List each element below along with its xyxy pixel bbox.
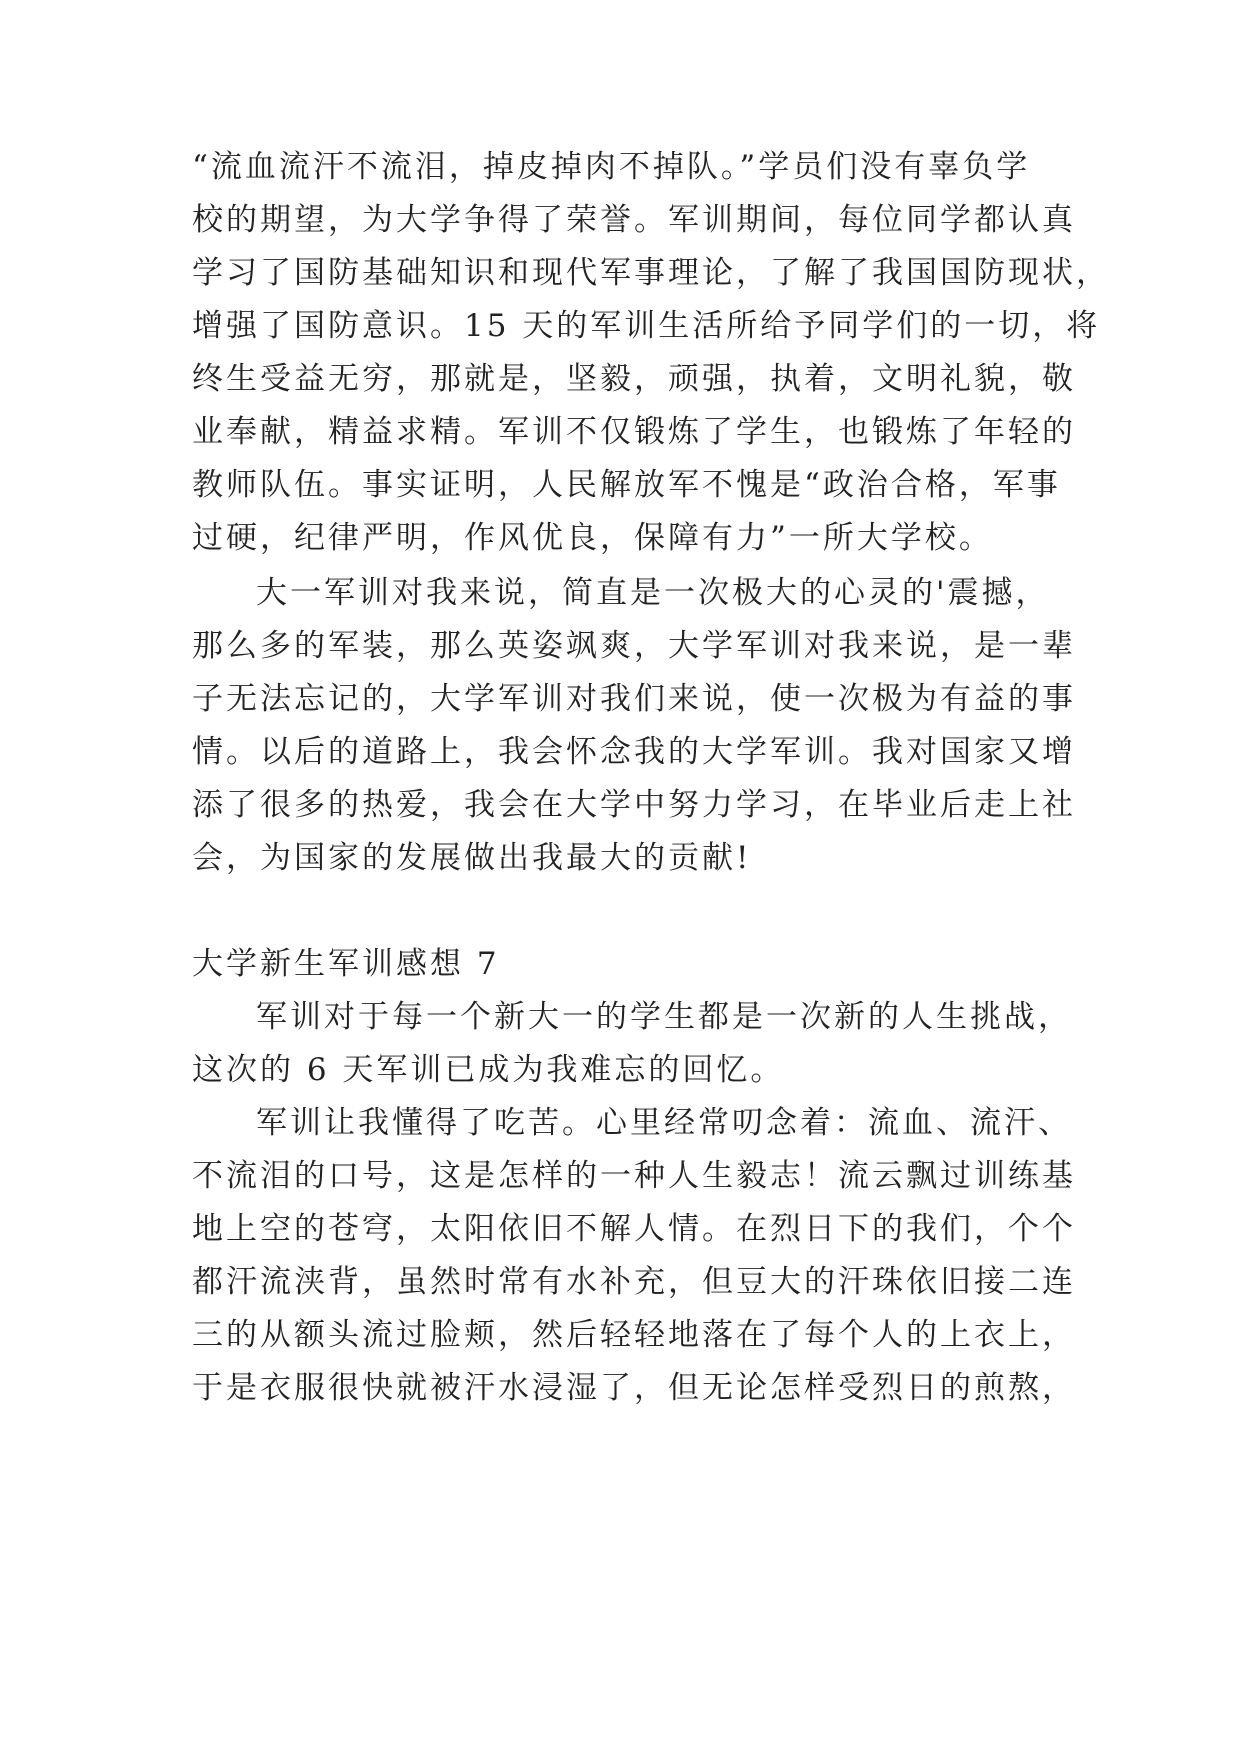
paragraph-3-line-2: 这次的 6 天军训已成为我难忘的回忆。 (192, 1052, 785, 1088)
paragraph-4-line-3: 地上空的苍穹，太阳依旧不解人情。在烈日下的我们，个个 (192, 1211, 1076, 1247)
paragraph-2-line-4: 情。以后的道路上，我会怀念我的大学军训。我对国家又增 (192, 734, 1076, 770)
paragraph-4-line-5: 三的从额头流过脸颊，然后轻轻地落在了每个人的上衣上， (192, 1317, 1076, 1353)
paragraph-2-line-6: 会，为国家的发展做出我最大的贡献! (192, 840, 752, 876)
paragraph-1-line-3: 学习了国防基础知识和现代军事理论，了解了我国国防现状， (192, 255, 1110, 291)
paragraph-4-line-2: 不流泪的口号，这是怎样的一种人生毅志！流云飘过训练基 (192, 1158, 1076, 1194)
paragraph-2-line-2: 那么多的军装，那么英姿飒爽，大学军训对我来说，是一辈 (192, 628, 1076, 664)
paragraph-4-line-1: 军训让我懂得了吃苦。心里经常叨念着：流血、流汗、 (256, 1105, 1072, 1141)
paragraph-1-line-5: 终生受益无穷，那就是，坚毅，顽强，执着，文明礼貌，敬 (192, 361, 1076, 397)
paragraph-4-line-6: 于是衣服很快就被汗水浸湿了，但无论怎样受烈日的煎熬， (192, 1370, 1076, 1406)
section-heading: 大学新生军训感想 7 (192, 946, 500, 982)
paragraph-1-line-2: 校的期望，为大学争得了荣誉。军训期间，每位同学都认真 (192, 202, 1076, 238)
paragraph-1-line-6: 业奉献，精益求精。军训不仅锻炼了学生，也锻炼了年轻的 (192, 414, 1076, 450)
paragraph-2-line-1: 大一军训对我来说，简直是一次极大的心灵的'震撼， (256, 575, 1050, 611)
paragraph-4-line-4: 都汗流浃背，虽然时常有水补充，但豆大的汗珠依旧接二连 (192, 1264, 1076, 1300)
paragraph-1-line-7: 教师队伍。事实证明，人民解放军不愧是“政治合格，军事 (192, 467, 1061, 503)
paragraph-1-line-8: 过硬，纪律严明，作风优良，保障有力”一所大学校。 (192, 520, 993, 556)
paragraph-3-line-1: 军训对于每一个新大一的学生都是一次新的人生挑战， (256, 999, 1072, 1035)
paragraph-2-line-3: 子无法忘记的，大学军训对我们来说，使一次极为有益的事 (192, 681, 1076, 717)
paragraph-1-line-4: 增强了国防意识。15 天的军训生活所给予同学们的一切，将 (192, 308, 1101, 344)
paragraph-1-line-1: “流血流汗不流泪，掉皮掉肉不掉队。”学员们没有辜负学 (192, 149, 1031, 185)
paragraph-2-line-5: 添了很多的热爱，我会在大学中努力学习，在毕业后走上社 (192, 787, 1076, 823)
